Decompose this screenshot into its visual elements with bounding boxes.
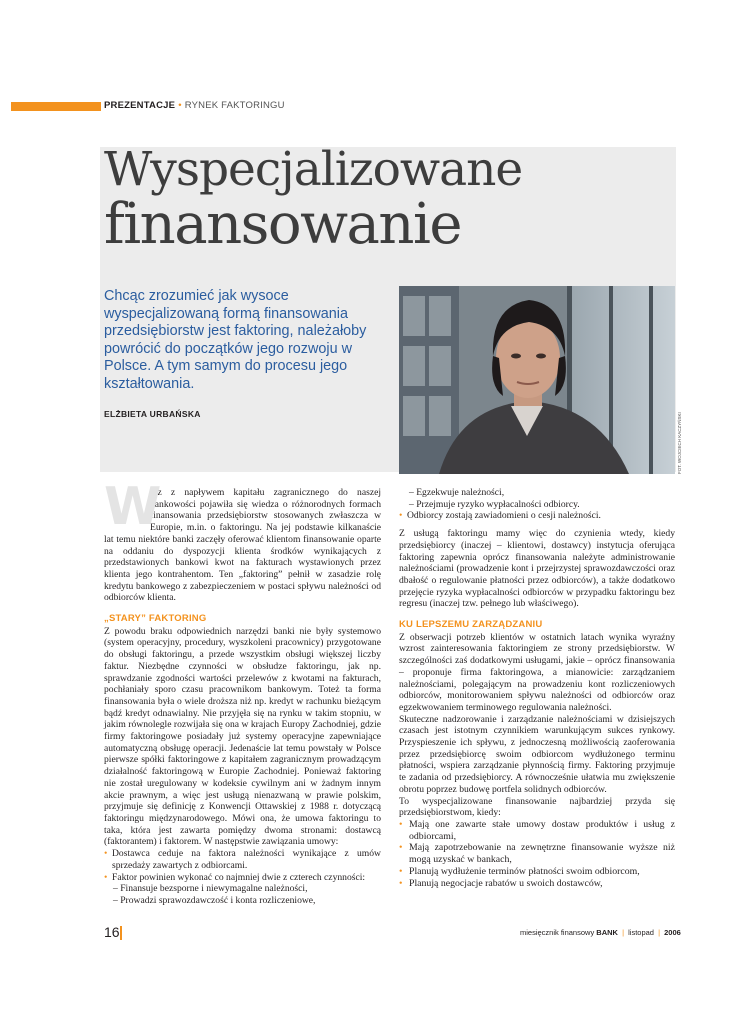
- dropcap: W: [104, 477, 162, 537]
- issue-year: 2006: [664, 928, 681, 937]
- list-item: • Mają one zawarte stałe umowy dostaw produktów i usług z odbiorcami,: [399, 818, 675, 842]
- page-number: 16: [104, 924, 120, 940]
- body-paragraph: Z powodu braku odpowiednich narzędzi banki nie były systemowo (system operacyjny, procedury, wyszkoleni pracownicy) przygotowane do obsługi faktoringu, a przede wszystkim obsługi większej liczby faktur. Niezbędne czynności w obsłudze faktoringu, jak np. sprawdzanie zgodności wartości przelewów z kwotami na fakturach, pochłaniały sporo czasu pracownikom bankowym. Toteż ta forma finansowania była o wiele droższa niż np. kredyt w rachunku bieżącym bądź kredyt odnawialny. Nie przyjęła się na rynku w takim stopniu, w jakim równolegle rozwijała się ona w krajach Europy Zachodniej, gdzie firmy faktoringowe posiadały już systemy operacyjne zapewniające automatyczną obsługę operacji. Jedenaście lat temu powstały w Polsce pierwsze spółki faktoringowe z kapitałem zagranicznym prowadzącym działalność faktoringową w Europie Zachodniej. Ponieważ faktoring nie został uregulowany w kodeksie cywilnym ani w żadnym innym akcie prawnym, a więc jest usługą nienazwaną w prawie polskim, przyjmuje się definicję z Konwencji Ottawskiej z 1988 r. dotyczącą faktoringu międzynarodowego. Mówi ona, że umowa faktoringu to taka, która jest zawarta pomiędzy dwoma stronami: dostawcą (faktorantem) i faktorem. W następstwie zawiązania umowy:: [104, 625, 381, 848]
- sub-list-item: – Przejmuje ryzyko wypłacalności odbiorcy.: [409, 498, 580, 510]
- title-line-1: Wyspecjalizowane: [104, 142, 523, 197]
- article-column-1: [104, 477, 381, 907]
- section-header: [104, 100, 285, 111]
- sub-list-item: – Finansuje bezsporne i niewymagalne należności,: [113, 883, 308, 895]
- list-item: • Dostawca ceduje na faktora należności wynikające z umów sprzedaży zawartych z odbiorcami.: [104, 848, 381, 871]
- magazine-prefix: miesięcznik finansowy: [520, 928, 595, 937]
- footer-separator: |: [622, 928, 625, 937]
- magazine-name: BANK: [596, 928, 618, 937]
- sub-list-item: – Prowadzi sprawozdawczość i konta rozliczeniowe,: [113, 894, 316, 906]
- author-byline: ELŻBIETA URBAŃSKA: [104, 409, 201, 419]
- issue-month: listopad: [628, 928, 654, 937]
- list-item: • Planują wydłużenie terminów płatności swoim odbiorcom,: [399, 865, 640, 877]
- list-item: • Odbiorcy zostają zawiadomieni o cesji należności.: [399, 510, 601, 522]
- intro-paragraph: W raz z napływem kapitału zagranicznego do naszej bankowości pojawiła się wiedza o różnorodnych formach finansowania przedsiębiorstw stosowanych zwłaszcza w Europie, m.in. o faktoringu. Na jej podstawie kilkanaście lat temu niektóre banki zaczęły oferować klientom finansowanie oparte na oddaniu do dyspozycji klienta środków wynikających z przedstawionych bankowi kwot na fakturach wystawionych przez klienta jego kontrahentom. Ten „faktoring” pełnił w zasadzie rolę kredytu bankowego z zabezpieczeniem w postaci spływu należności od odbiorców klienta.: [104, 477, 381, 604]
- article-title: [104, 142, 523, 257]
- footer-separator: |: [658, 928, 661, 937]
- page-number-bar: [120, 926, 122, 940]
- list-item: • Faktor powinien wykonać co najmniej dwie z czterech czynności:: [104, 871, 366, 883]
- body-paragraph: Skuteczne nadzorowanie i zarządzanie należnościami w dzisiejszych czasach jest istotnym czynnikiem warunkującym sukces rynkowy. Przyspieszenie ich spływu, z jednoczesną możliwością zaoferowania przez przedsiębiorcę swoim odbiorcom wydłużonego terminu płatności, wspiera zarządzanie płynnością firmy. Faktoring przyjmuje te zadania od przedsiębiorcy. A równocześnie ułatwia mu zwiększenie obrotu poprzez budowę portfela solidnych odbiorców.: [399, 713, 675, 795]
- author-portrait-photo: [399, 286, 675, 474]
- list-item: • Planują negocjacje rabatów u swoich dostawców,: [399, 877, 603, 889]
- footer-magazine-info: [520, 928, 681, 937]
- header-bullet: •: [178, 100, 182, 111]
- article-column-2: [399, 487, 675, 889]
- lead-paragraph: Chcąc zrozumieć jak wysoce wyspecjalizowaną formą finansowania przedsiębiorstw jest faktoring, należałoby powrócić do początków jego rozwoju w Polsce. A tym samym do procesu jego kształtowania.: [104, 288, 367, 392]
- body-paragraph: To wyspecjalizowane finansowanie najbardziej przyda się przedsiębiorstwom, kiedy:: [399, 795, 675, 819]
- body-paragraph: Z obserwacji potrzeb klientów w ostatnich latach wynika wyraźny wzrost zainteresowania faktoringiem ze strony przedsiębiorstw. W szczególności zaś dodatkowymi usługami, jakie – oprócz finansowania – proponuje firma faktoringowa, a mianowicie: zarządzaniem należnościami, polegającym na prowadzeniu kont rozliczeniowych odbiorców, monitorowaniem spływu należności od odbiorców oraz egzekwowaniem terminowego regulowania należności.: [399, 631, 675, 713]
- photo-credit: FOT. WOJCIECH KACZYŃSKI: [677, 412, 682, 474]
- subsection-label: RYNEK FAKTORINGU: [184, 100, 285, 111]
- section-heading-better-management: KU LEPSZEMU ZARZĄDZANIU: [399, 619, 543, 631]
- body-paragraph: Z usługą faktoringu mamy więc do czynienia wtedy, kiedy przedsiębiorcy (inaczej – klientowi, dostawcy) instytucja oferująca faktoring zapewnia oprócz finansowania należyte administrowanie należnościami (prowadzenie kont i przejrzystej sprawozdawczości oraz dbałość o regulowanie płatności przez odbiorców), a także dodatkowo przejęcie ryzyka wypłacalności odbiorców w przypadku faktoringu bez regresu (inaczej tzw. pełnego lub właściwego).: [399, 528, 675, 610]
- section-label: PREZENTACJE: [104, 100, 176, 111]
- list-item: • Mają zapotrzebowanie na zewnętrzne finansowanie wyższe niż mogą uzyskać w bankach,: [399, 842, 675, 866]
- title-line-2: finansowanie: [104, 192, 462, 257]
- sub-list-item: – Egzekwuje należności,: [409, 487, 505, 498]
- header-accent-bar: [11, 102, 101, 111]
- section-heading-old-factoring: „STARY” FAKTORING: [104, 613, 207, 625]
